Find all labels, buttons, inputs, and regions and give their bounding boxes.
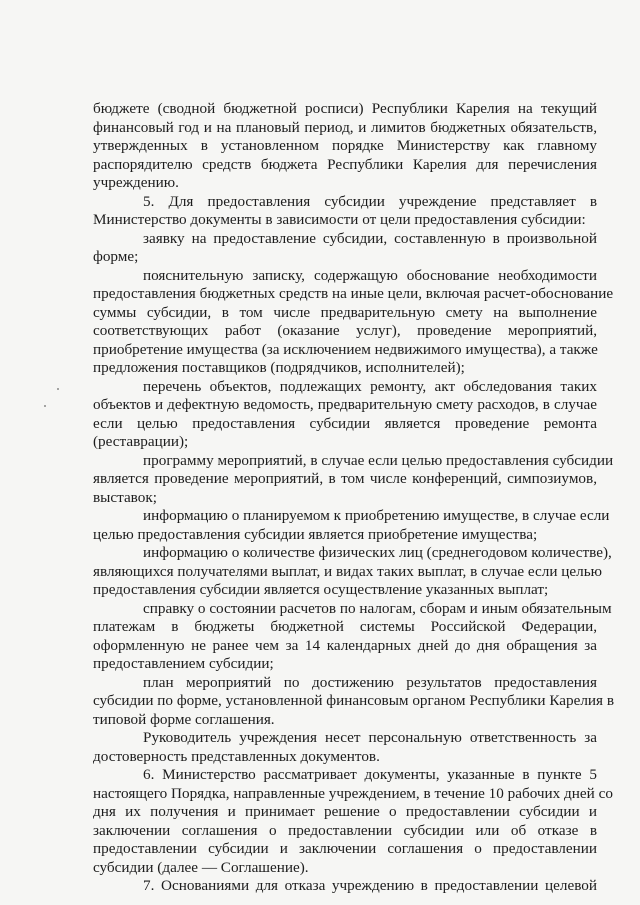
text-line: суммы субсидии, в том числе предварительную смету на выполнение	[93, 303, 597, 321]
text-line: справку о состоянии расчетов по налогам, сборам и иным обязательным	[143, 599, 612, 617]
text-line: субсидии (далее — Соглашение).	[93, 858, 309, 876]
text-line: (реставрации);	[93, 433, 189, 450]
text-line: бюджете (сводной бюджетной росписи) Республики Карелия на текущий	[93, 100, 597, 117]
text-line: предложения поставщиков (подрядчиков, исполнителей);	[93, 359, 465, 376]
text-line: если целью предоставления субсидии является проведение ремонта	[93, 414, 597, 432]
text-line: целью предоставления субсидии является приобретение имущества;	[93, 525, 538, 543]
text-line: 5. Для предоставления субсидии учреждение представляет в	[143, 192, 597, 210]
text-line: достоверность представленных документов.	[93, 747, 380, 765]
text-line: финансовый год и на плановый период, и лимитов бюджетных обязательств,	[93, 118, 597, 136]
text-line: предоставлением субсидии;	[93, 655, 274, 672]
text-line: является проведение мероприятий, в том числе конференций, симпозиумов,	[93, 470, 597, 487]
text-line: предоставления субсидии является осуществление указанных выплат;	[93, 581, 549, 598]
text-line: дня их получения и принимает решение о предоставлении субсидии и	[93, 803, 597, 820]
text-line: оформленную не ранее чем за 14 календарных дней до дня обращения за	[93, 636, 597, 654]
text-line: утвержденных в установленном порядке Министерству как главному	[93, 137, 597, 154]
text-line: выставок;	[93, 488, 157, 506]
text-line: являющихся получателями выплат, и видах таких выплат, в случае если целью	[93, 562, 602, 580]
text-line: платежам в бюджеты бюджетной системы Российской Федерации,	[93, 618, 597, 635]
text-line: соответствующих работ (оказание услуг), проведение мероприятий,	[93, 322, 597, 339]
text-line: Руководитель учреждения несет персональную ответственность за	[143, 729, 597, 746]
text-line: 6. Министерство рассматривает документы, указанные в пункте 5	[143, 766, 597, 783]
text-line: форме;	[93, 248, 139, 265]
text-line: типовой форме соглашения.	[93, 710, 275, 728]
scan-speck	[57, 388, 59, 390]
text-line: объектов и дефектную ведомость, предварительную смету расходов, в случае	[93, 396, 597, 413]
text-line: заключении соглашения о предоставлении субсидии или об отказе в	[93, 821, 597, 839]
text-line: учреждению.	[93, 174, 179, 191]
text-line: Министерство документы в зависимости от цели предоставления субсидии:	[93, 211, 586, 228]
text-line: заявку на предоставление субсидии, составленную в произвольной	[143, 229, 597, 247]
text-line: информацию о планируемом к приобретению имуществе, в случае если	[143, 507, 610, 524]
text-line: план мероприятий по достижению результатов предоставления	[143, 673, 597, 691]
text-line: перечень объектов, подлежащих ремонту, акт обследования таких	[143, 377, 597, 395]
text-line: настоящего Порядка, направленные учреждением, в течение 10 рабочих дней со	[93, 784, 613, 802]
text-line: пояснительную записку, содержащую обоснование необходимости	[143, 266, 597, 284]
text-line: приобретение имущества (за исключением недвижимого имущества), а также	[93, 340, 598, 358]
text-line: предоставления бюджетных средств на иные цели, включая расчет-обоснование	[93, 285, 614, 302]
text-line: 7. Основаниями для отказа учреждению в предоставлении целевой	[143, 877, 597, 894]
text-line: предоставлении субсидии и заключении соглашения о предоставлении	[93, 840, 597, 857]
text-line: информацию о количестве физических лиц (среднегодовом количестве),	[143, 544, 612, 561]
scan-speck	[44, 405, 46, 407]
text-line: программу мероприятий, в случае если целью предоставления субсидии	[143, 451, 614, 469]
text-line: субсидии по форме, установленной финансовым органом Республики Карелия в	[93, 692, 614, 709]
text-line: распорядителю средств бюджета Республики Карелия для перечисления	[93, 155, 597, 173]
